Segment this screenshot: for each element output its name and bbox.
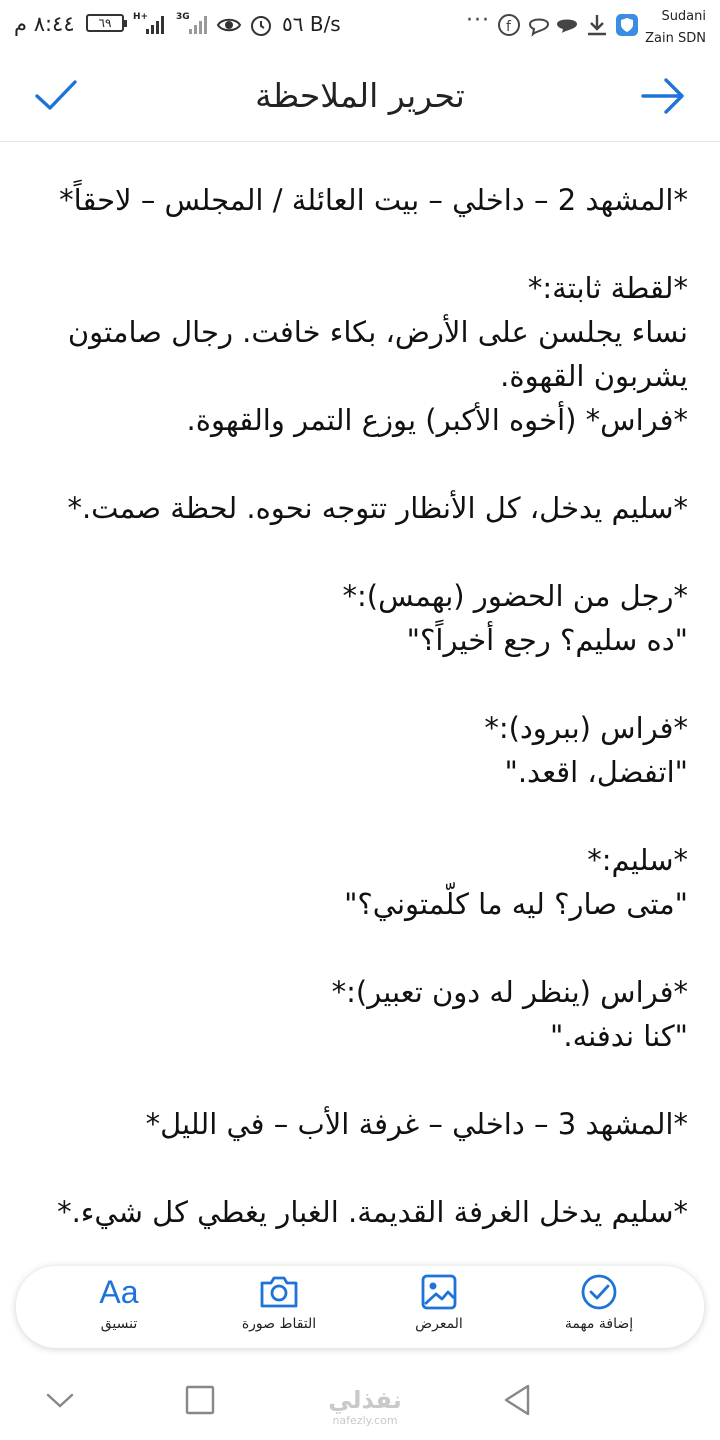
note-paragraph: *رجل من الحضور (بهمس):* "ده سليم؟ رجع أخيراً؟" <box>342 579 688 657</box>
note-paragraph: *فراس (ببرود):* "اتفضل، اقعد." <box>484 711 688 789</box>
battery-icon: ٦٩ <box>86 14 124 32</box>
alarm-icon <box>248 12 274 38</box>
chat-icon <box>554 12 580 38</box>
add-task-button[interactable] <box>524 1272 674 1344</box>
eye-icon <box>216 12 242 38</box>
note-paragraph: *سليم يدخل، كل الأنظار تتوجه نحوه. لحظة صمت.* <box>67 491 688 525</box>
network-speed: ٥٦ B/s <box>282 12 341 36</box>
note-paragraph: *لقطة ثابتة:* نساء يجلسن على الأرض، بكاء خافت. رجال صامتون يشربون القهوة. *فراس* (أخوه الأكبر) يوزع التمر والقهوة. <box>67 271 688 437</box>
note-paragraph: *المشهد 3 – داخلي – غرفة الأب – في الليل* <box>145 1107 688 1141</box>
status-bar <box>0 0 720 52</box>
bottom-action-bar <box>16 1266 704 1348</box>
app-header <box>0 52 720 142</box>
back-nav-icon[interactable] <box>498 1380 538 1420</box>
carrier-name-1: Sudani <box>661 9 706 24</box>
page-title: تحرير الملاحظة <box>255 76 465 115</box>
carrier-name-2: Zain SDN <box>645 31 706 46</box>
note-paragraph: *سليم:* "متى صار؟ ليه ما كلّمتوني؟" <box>344 843 688 921</box>
facebook-icon <box>496 12 522 38</box>
system-nav-bar <box>0 1360 720 1440</box>
watermark-arabic: نفذلي <box>328 1386 402 1414</box>
take-photo-button[interactable] <box>204 1272 354 1344</box>
messenger-icon <box>526 12 552 38</box>
gallery-button[interactable] <box>364 1272 514 1344</box>
task-check-icon <box>578 1272 620 1312</box>
signal-icon <box>146 16 164 34</box>
gallery-label: المعرض <box>415 1316 463 1332</box>
more-notifications-icon: ··· <box>466 8 490 33</box>
note-paragraph: *فراس (ينظر له دون تعبير):* "كنا ندفنه." <box>331 975 688 1053</box>
format-button[interactable] <box>44 1272 194 1344</box>
svg-text:f: f <box>506 19 511 35</box>
format-label: تنسيق <box>100 1316 138 1332</box>
back-arrow-icon[interactable] <box>640 76 686 116</box>
note-paragraph: *سليم يدخل الغرفة القديمة. الغبار يغطي كل شيء.* <box>57 1195 688 1229</box>
take-photo-label: التقاط صورة <box>241 1316 317 1332</box>
signal-icon-2 <box>189 16 207 34</box>
network-type-label-2: 3G <box>176 12 190 22</box>
recent-apps-icon[interactable] <box>180 1380 220 1420</box>
note-paragraph: *المشهد 2 – داخلي – بيت العائلة / المجلس – لاحقاً* <box>59 183 688 217</box>
download-icon <box>584 12 610 38</box>
hide-keyboard-chevron-icon[interactable] <box>40 1380 80 1420</box>
gallery-icon <box>419 1272 459 1312</box>
network-type-label: H+ <box>133 12 149 22</box>
clock: ٨:٤٤ م <box>14 12 75 36</box>
camera-icon <box>257 1272 301 1312</box>
note-editor[interactable] <box>0 142 720 1262</box>
shield-icon <box>614 12 640 38</box>
text-format-icon: Aa <box>99 1274 139 1310</box>
carrier-info <box>645 6 706 50</box>
watermark <box>310 1386 420 1427</box>
watermark-latin: nafezly.com <box>332 1414 398 1427</box>
add-task-label: إضافة مهمة <box>564 1316 634 1332</box>
